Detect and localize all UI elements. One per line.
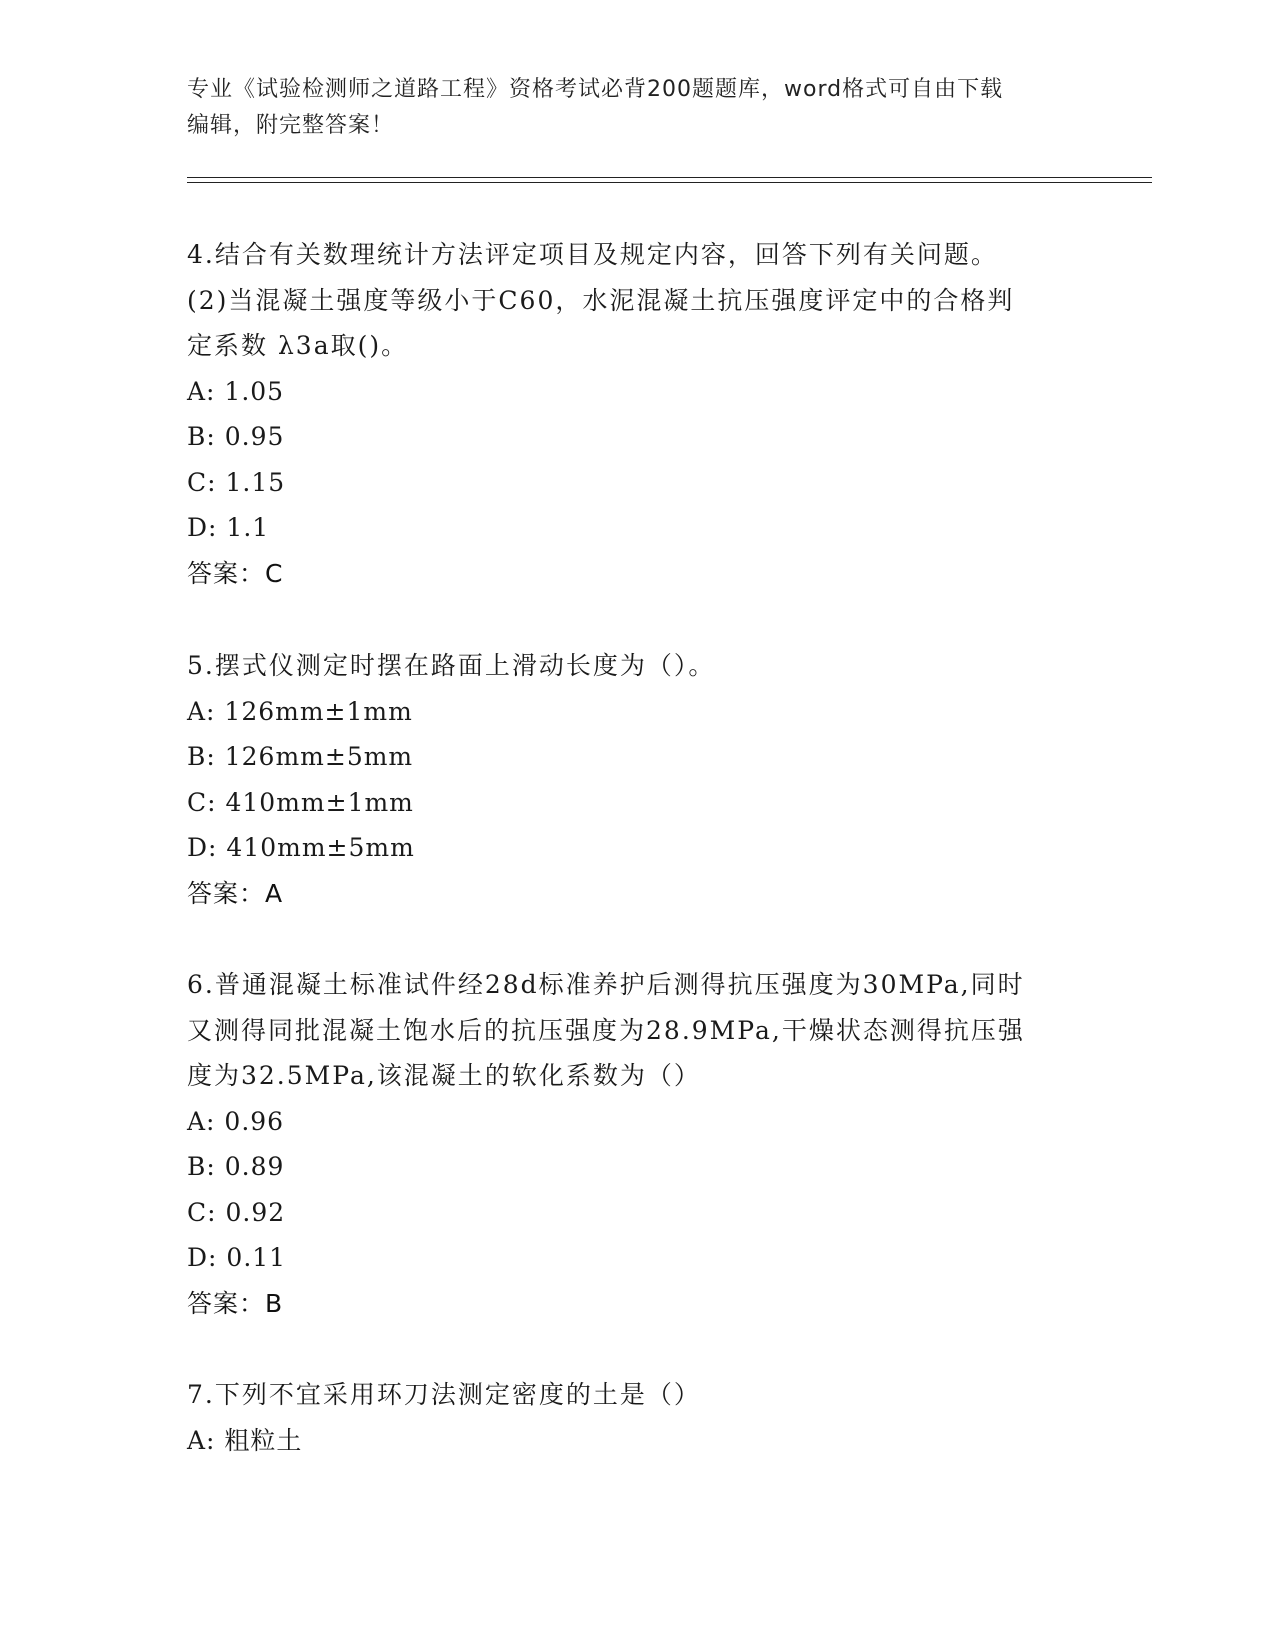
question-5-option-a: A: 126mm±1mm [187,696,413,726]
question-4-answer: 答案：C [187,558,284,588]
question-6-option-d: D: 0.11 [187,1243,287,1272]
question-4-line-2: (2)当混凝土强度等级小于C60，水泥混凝土抗压强度评定中的合格判 [187,285,1015,315]
question-5-option-d: D: 410mm±5mm [187,833,415,862]
question-4-line-1: 4.结合有关数理统计方法评定项目及规定内容，回答下列有关问题。 [187,240,998,269]
question-4-line-3: 定系数 λ3a取()。 [187,331,409,360]
question-7-option-a: A: 粗粒土 [187,1425,303,1455]
question-6-option-b: B: 0.89 [187,1152,285,1181]
header-divider-bottom [187,182,1152,183]
question-6-option-a: A: 0.96 [187,1106,285,1136]
question-6 [187,962,1087,1326]
question-6-answer: 答案：B [187,1288,284,1318]
header-line-2: 编辑，附完整答案！ [187,113,395,138]
question-7 [187,1372,1087,1463]
question-6-option-c: C: 0.92 [187,1197,286,1227]
question-4-option-a: A: 1.05 [187,376,285,406]
header-line-1: 专业《试验检测师之道路工程》资格考试必背200题题库，word格式可自由下载 [187,77,1004,102]
question-6-line-2: 又测得同批混凝土饱水后的抗压强度为28.9MPa,干燥状态测得抗压强 [187,1015,1025,1045]
question-5-option-c: C: 410mm±1mm [187,787,414,817]
question-4-option-c: C: 1.15 [187,467,286,497]
question-5-answer: 答案：A [187,878,284,908]
document-header [187,72,1087,144]
question-4-option-d: D: 1.1 [187,513,270,542]
question-6-line-1: 6.普通混凝土标准试件经28d标准养护后测得抗压强度为30MPa,同时 [187,970,1025,999]
question-5 [187,643,1087,916]
question-5-option-b: B: 126mm±5mm [187,742,414,771]
question-7-line-1: 7.下列不宜采用环刀法测定密度的土是（） [187,1380,701,1409]
question-4 [187,232,1087,596]
question-5-line-1: 5.摆式仪测定时摆在路面上滑动长度为（）。 [187,651,716,680]
header-divider-top [187,177,1152,178]
question-4-option-b: B: 0.95 [187,422,285,451]
question-6-line-3: 度为32.5MPa,该混凝土的软化系数为（） [187,1061,701,1090]
